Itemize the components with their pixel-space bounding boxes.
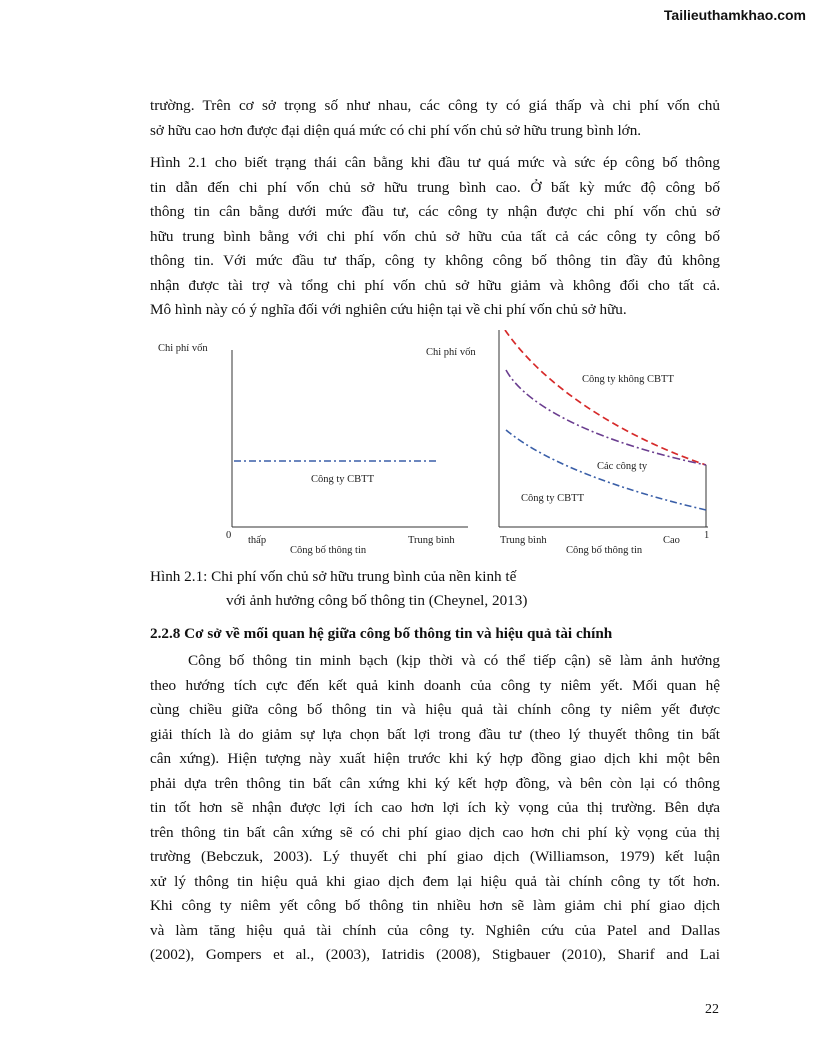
para2-line-8: trên thông tin bất cân xứng sẽ có chi phí giao dịch cao hơn chi phí kỳ vọng của thị [150,823,720,841]
right-x-start: Trung bình [500,535,547,546]
para1-line-1: Hình 2.1 cho biết trạng thái cân bằng khi đầu tư quá mức và sức ép công bố thông [150,154,720,171]
figure-caption-line-2: với ảnh hưởng công bố thông tin (Cheynel, 2013) [226,592,528,609]
intro-line-2: sở hữu cao hơn được đại diện quá mức có chi phí vốn chủ sở hữu trung bình lớn. [150,121,642,139]
figure-2-1 [148,330,728,560]
label-khong-cbtt: Công ty không CBTT [582,374,674,385]
para2-line-10: xử lý thông tin hiệu quả khi giao dịch đem lại hiệu quả tài chính công ty tốt hơn. [150,872,720,890]
para1-line-2: tin dẫn đến chi phí vốn chủ sở hữu trung bình cao. Ở bất kỳ mức độ công bố [150,178,720,196]
left-xlabel: Công bố thông tin [290,545,367,556]
para1-line-5: thông tin. Với mức đầu tư thấp, công ty không công bố thông tin đầy đủ không [150,252,720,269]
para1-line-4: hữu trung bình bằng với chi phí vốn chủ sở hữu của tất cả các công ty công bố [150,227,720,245]
figure-caption-line-1: Hình 2.1: Chi phí vốn chủ sở hữu trung bình của nền kinh tế [150,568,517,585]
right-ylabel: Chi phí vốn [426,347,476,358]
right-x-end: 1 [704,530,710,541]
para1-line-3: thông tin cân bằng dưới mức đầu tư, các công ty nhận được chi phí vốn chủ sở [150,203,720,220]
left-origin: 0 [226,530,232,541]
page-number: 22 [705,1002,719,1017]
para2-line-7: tin tốt hơn sẽ nhận được lợi ích cao hơn lợi ích kỳ vọng của thị trường. Bên dựa [150,799,720,816]
para2-line-6: phải dựa trên thông tin bất cân xứng khi ký kết hợp đồng, và bên còn lại có thông [150,774,720,792]
right-chart [426,330,709,556]
label-cac-cong-ty: Các công ty [597,461,648,472]
para2-line-5: cân xứng). Hiện tượng này xuất hiện trước khi ký hợp đồng giao dịch khi một bên [150,750,720,767]
left-x-mid: Trung bình [408,535,455,546]
para1-line-7: Mô hình này có ý nghĩa đối với nghiên cứu hiện tại về chi phí vốn chủ sở hữu. [150,301,627,318]
para2-line-1: Công bố thông tin minh bạch (kịp thời và có thể tiếp cận) sẽ làm ảnh hưởng [188,652,720,669]
left-x-low: thấp [248,535,267,546]
para2-line-4: giải thích là do giảm sự lựa chọn bất lợi trong đầu tư (theo lý thuyết thông tin bất [150,725,720,743]
para2-line-11: Khi công ty niêm yết công bố thông tin nhiều hơn sẽ làm giảm chi phí giao dịch [150,897,720,914]
right-x-high: Cao [663,535,680,546]
left-ylabel: Chi phí vốn [158,343,208,354]
section-heading: 2.2.8 Cơ sở về mối quan hệ giữa công bố thông tin và hiệu quả tài chính [150,625,613,642]
label-cbtt: Công ty CBTT [521,493,585,504]
series-khong-cbtt [505,330,706,465]
figure-diagram [148,330,728,560]
para2-line-9: trường (Bebczuk, 2003). Lý thuyết chi phí giao dịch (Williamson, 1979) kết luận [150,848,720,865]
para2-line-3: cùng chiều giữa công bố thông tin và hiệu quả tài chính công ty niêm yết được [150,701,720,718]
left-line-label: Công ty CBTT [311,474,375,485]
left-chart [158,343,468,556]
right-xlabel: Công bố thông tin [566,545,643,556]
intro-line-1: trường. Trên cơ sở trọng số như nhau, các công ty có giá thấp và chi phí vốn chủ [150,97,720,114]
watermark: Tailieuthamkhao.com [663,7,806,23]
para2-line-13: (2002), Gompers et al., (2003), Iatridis (2008), Stigbauer (2010), Sharif and Lai [150,946,720,963]
para2-line-2: theo hướng tích cực đến kết quả kinh doanh của công ty niêm yết. Mối quan hệ [150,676,720,694]
para1-line-6: nhận được tài trợ và tổng chi phí vốn chủ sở hữu giảm và không đổi cho tất cả. [150,276,720,294]
para2-line-12: và làm tăng hiệu quả tài chính của công ty. Nghiên cứu của Patel and Dallas [150,921,720,939]
